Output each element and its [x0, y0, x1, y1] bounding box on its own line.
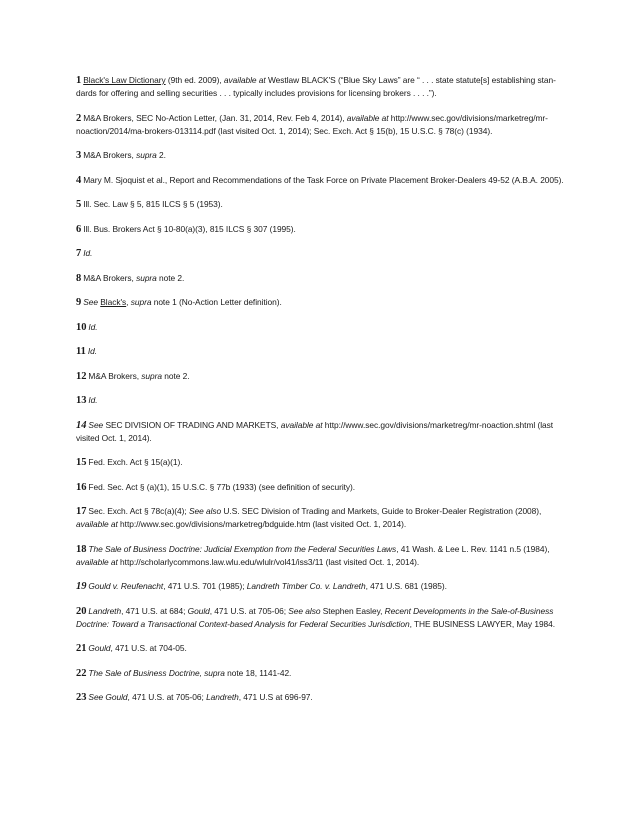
footnote-text: , 41 Wash. & Lee L. Rev. 1141 n.5 (1984),	[396, 543, 550, 554]
footnote-number: 9	[76, 297, 82, 308]
footnote-11	[76, 345, 566, 358]
footnote-text: Ill. Bus. Brokers Act § 10-80(a)(3), 815 ILCS § 307 (1995).	[83, 223, 296, 234]
footnote-text: supra	[136, 150, 157, 160]
footnote-19	[76, 580, 566, 593]
footnote-4	[76, 174, 566, 187]
footnote-text: (9th ed. 2009),	[165, 75, 224, 85]
footnote-text: Id.	[87, 346, 97, 356]
footnote-23	[76, 691, 566, 704]
footnote-text: Landreth Timber Co. v. Landreth	[246, 581, 366, 591]
footnote-8	[76, 272, 566, 285]
footnote-text: supra	[141, 370, 162, 381]
footnote-text: available at	[280, 419, 323, 430]
footnote-text: See also	[188, 506, 222, 516]
footnote-number: 11	[76, 346, 86, 357]
footnote-number: 7	[76, 248, 82, 259]
footnote-1	[76, 74, 566, 100]
footnote-text: Landreth	[88, 605, 122, 616]
footnotes-page	[76, 74, 566, 716]
footnote-text: supra	[130, 297, 152, 307]
footnote-number: 8	[76, 272, 82, 284]
footnote-text: Black's	[100, 297, 127, 307]
footnote-text: 2.	[156, 150, 166, 160]
footnote-text: , 471 U.S. 701 (1985);	[163, 581, 247, 591]
footnote-text: Stephen Easley,	[320, 605, 385, 616]
footnote-text: ,	[126, 297, 131, 307]
footnote-number: 16	[76, 481, 87, 493]
footnote-number: 18	[76, 543, 87, 555]
footnote-text: Gould	[187, 605, 210, 616]
footnote-text: Id.	[88, 395, 98, 405]
footnote-6	[76, 223, 566, 236]
footnote-number: 5	[76, 199, 82, 210]
footnote-3	[76, 149, 566, 162]
footnote-text: Gould v. Reufenacht	[88, 581, 164, 591]
footnote-text: Gould	[88, 643, 111, 653]
footnote-text: , 471 U.S. at 705-06;	[127, 692, 207, 702]
footnote-number: 15	[76, 457, 87, 468]
footnote-number: 23	[76, 692, 87, 703]
footnote-text: Id.	[83, 248, 93, 258]
footnote-text: http://scholarlycommons.law.wlu.edu/wlulr/vol41/iss3/11 (last visited Oct. 1, 2014).	[117, 556, 420, 567]
footnote-text: note 1 (No-Action Letter definition).	[151, 297, 282, 307]
footnote-text: See also	[288, 605, 321, 616]
footnote-number: 3	[76, 150, 82, 161]
footnote-text: The Sale of Business Doctrine, supra	[88, 667, 225, 678]
footnote-text: The Sale of Business Doctrine: Judicial Exemption from the Federal Securities Laws	[88, 543, 397, 554]
footnote-text: , 471 U.S. at 705-06;	[209, 605, 289, 616]
footnote-text: Sec. Exch. Act § 78c(a)(4);	[88, 506, 189, 516]
footnote-text: See Gould	[88, 692, 128, 702]
footnote-text: available at	[223, 75, 266, 85]
footnote-16	[76, 481, 566, 494]
footnote-10	[76, 321, 566, 334]
footnote-text: Fed. Exch. Act § 15(a)(1).	[88, 457, 183, 467]
footnote-text: , 471 U.S. at 684;	[121, 605, 188, 616]
footnote-number: 17	[76, 506, 87, 517]
footnote-text: , 471 U.S. at 704-05.	[110, 643, 187, 653]
footnote-number: 14	[76, 419, 87, 431]
footnote-text: , THE BUSINESS LAWYER, May 1984.	[409, 618, 556, 629]
footnote-7	[76, 247, 566, 260]
footnote-number: 22	[76, 667, 87, 679]
footnote-number: 1	[76, 75, 82, 86]
footnote-text: M&A Brokers,	[83, 150, 137, 160]
footnote-number: 13	[76, 395, 87, 406]
footnote-9	[76, 296, 566, 309]
footnote-text: Fed. Sec. Act § (a)(1), 15 U.S.C. § 77b (1933) (see definition of security).	[88, 481, 356, 492]
footnote-number: 6	[76, 223, 82, 235]
footnote-text: Landreth	[206, 692, 239, 702]
footnote-number: 21	[76, 643, 87, 654]
footnote-12	[76, 370, 566, 383]
footnote-number: 12	[76, 370, 87, 382]
footnote-text: note 2.	[156, 272, 185, 283]
footnote-text: , 471 U.S. 681 (1985).	[365, 581, 447, 591]
footnote-number: 20	[76, 605, 87, 617]
footnote-text: M&A Brokers,	[88, 370, 142, 381]
footnote-text: Westlaw BLACK'S (“Blue Sky Laws” are “ . . . state statute[s] establishing stan-dards for offering and selling securities . . . typically includes provisions for licensing brokers . . . .”).	[76, 75, 556, 98]
footnote-text: http://www.sec.gov/divisions/marketreg/mr-noaction.shtml (last visited Oct. 1, 2014).	[76, 419, 554, 443]
footnote-text: available at	[346, 112, 389, 123]
footnote-text: supra	[136, 272, 157, 283]
footnote-text: http://www.sec.gov/divisions/marketreg/mr-noaction/2014/ma-brokers-013114.pdf (last visited Oct. 1, 2014); Sec. Exch. Act § 15(b), 15 U.S.C. § 78(c) (1934).	[76, 112, 548, 136]
footnote-14	[76, 419, 566, 445]
footnote-text: note 18, 1141-42.	[224, 667, 292, 678]
footnote-21	[76, 642, 566, 655]
footnote-number: 10	[76, 321, 87, 333]
footnote-2	[76, 112, 566, 138]
footnote-number: 19	[76, 581, 87, 592]
footnote-17	[76, 505, 566, 531]
footnote-text: See	[83, 297, 98, 307]
footnote-5	[76, 198, 566, 211]
footnote-text: M&A Brokers,	[83, 272, 137, 283]
footnote-text: Black's Law Dictionary	[83, 75, 166, 85]
footnote-15	[76, 456, 566, 469]
footnote-text: Mary M. Sjoquist et al., Report and Recommendations of the Task Force on Private Placement Broker-Dealers 49-52 (A.B.A. 2005).	[83, 174, 564, 185]
footnote-text: U.S. SEC Division of Trading and Markets, Guide to Broker-Dealer Registration (2008),	[221, 506, 542, 516]
footnote-18	[76, 543, 566, 569]
footnote-text: note 2.	[161, 370, 190, 381]
footnote-text: http://www.sec.gov/divisions/marketreg/bdguide.htm (last visited Oct. 1, 2014).	[117, 519, 407, 529]
footnote-text: available at	[76, 519, 118, 529]
footnote-text: SEC DIVISION OF TRADING AND MARKETS,	[103, 419, 281, 430]
footnote-text: See	[88, 419, 104, 430]
footnote-13	[76, 394, 566, 407]
footnote-text: available at	[76, 556, 118, 567]
footnote-number: 4	[76, 174, 82, 186]
footnote-text: Recent Developments in the Sale-of-Business Doctrine: Toward a Transactional Context-based Analysis for Federal Securities Jurisdiction	[76, 605, 554, 629]
footnote-text: Id.	[88, 321, 98, 332]
footnote-text: , 471 U.S at 696-97.	[238, 692, 313, 702]
footnote-text: M&A Brokers, SEC No-Action Letter, (Jan. 31, 2014, Rev. Feb 4, 2014),	[83, 112, 347, 123]
footnote-20	[76, 605, 566, 631]
footnote-number: 2	[76, 112, 82, 124]
footnote-22	[76, 667, 566, 680]
footnote-text: Ill. Sec. Law § 5, 815 ILCS § 5 (1953).	[83, 199, 223, 209]
